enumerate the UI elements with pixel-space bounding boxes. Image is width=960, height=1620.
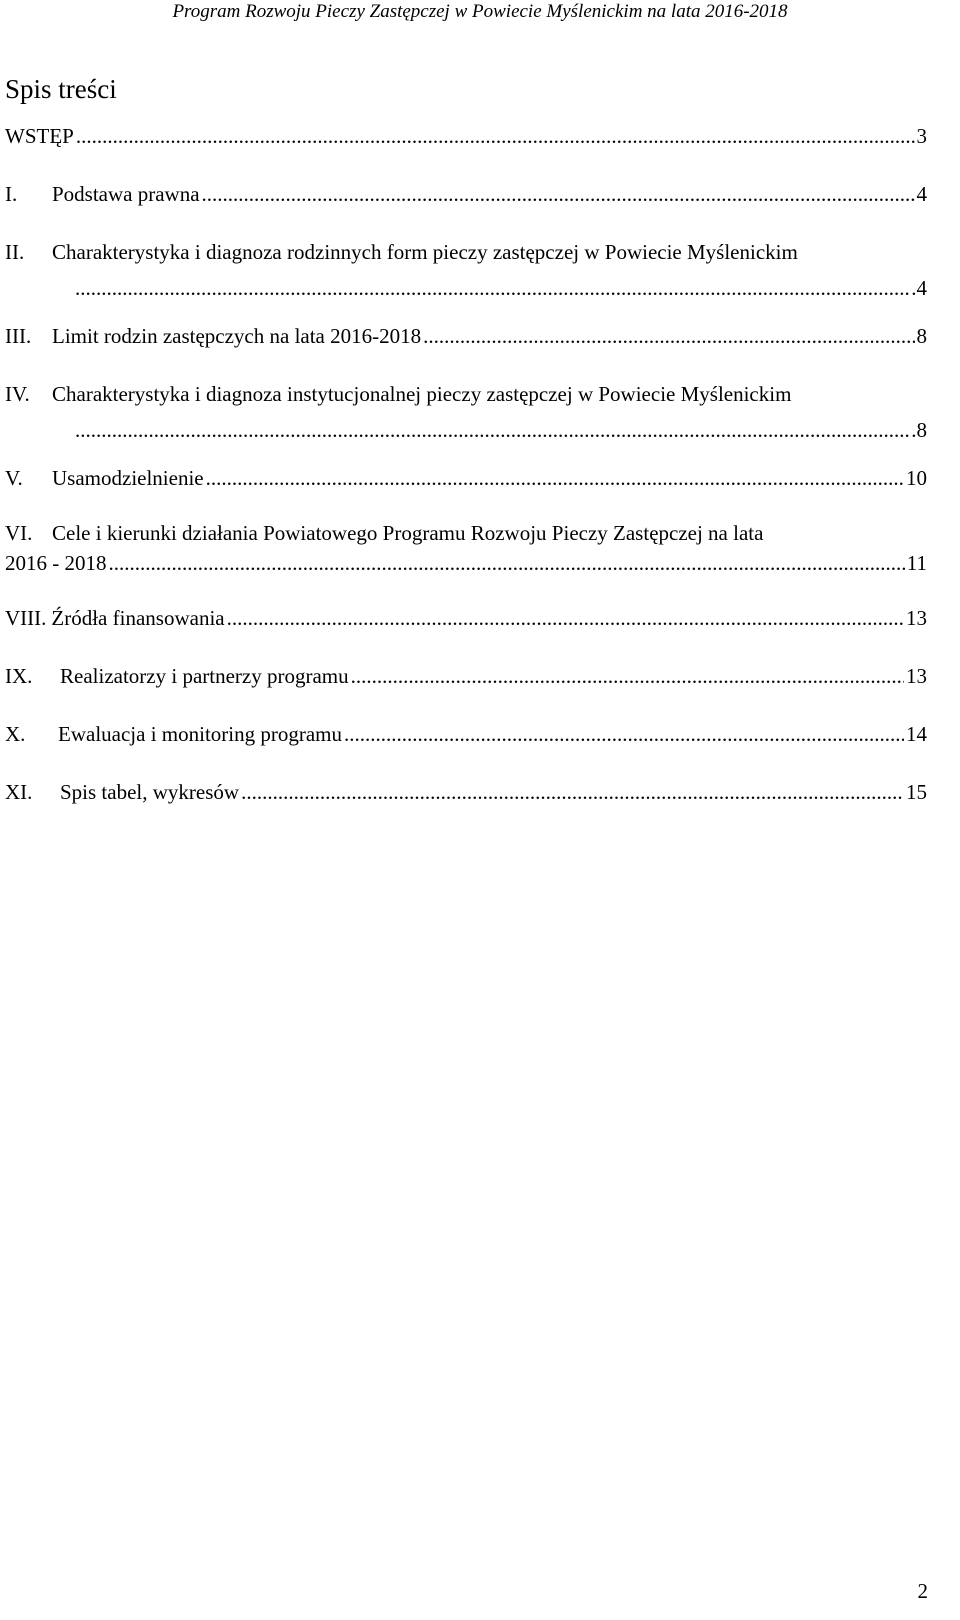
toc-entry-page: 13	[906, 606, 927, 630]
toc-entry-text: Limit rodzin zastępczych na lata 2016-2018	[52, 324, 422, 348]
toc-entry-text: Usamodzielnienie	[52, 466, 204, 490]
toc-entry-text: Realizatorzy i partnerzy programu	[60, 664, 349, 688]
toc-entry-text: WSTĘP	[5, 124, 74, 148]
toc-entry-wstep[interactable]	[5, 118, 927, 154]
toc-entry-page: 3	[916, 124, 927, 148]
toc-title: Spis treści	[5, 74, 117, 104]
toc-entry-text: Cele i kierunki działania Powiatowego Programu Rozwoju Pieczy Zastępczej na lata	[52, 521, 764, 545]
toc-entry-number: II.	[5, 240, 25, 264]
toc-entry-vi[interactable]	[5, 518, 927, 578]
toc-entry-xi[interactable]	[5, 774, 927, 810]
toc-entry-number: VIII.	[5, 606, 47, 630]
toc-entry-number: III.	[5, 324, 32, 348]
toc-entry-page: 11	[906, 551, 927, 575]
toc-leader-dots	[75, 412, 909, 448]
page-number: 2	[917, 1579, 928, 1603]
toc-entry-number: V.	[5, 466, 23, 490]
toc-entry-page: 8	[916, 324, 927, 348]
toc-leader-dots	[227, 600, 904, 636]
toc-leader-dots	[206, 460, 904, 496]
toc-entry-continuation: 2016 - 2018	[5, 551, 107, 575]
toc-entry-text: Spis tabel, wykresów	[60, 780, 240, 804]
toc-entry-number: IX.	[5, 664, 33, 688]
toc-entry-ii[interactable]	[5, 234, 927, 306]
toc-entry-page: 4	[916, 182, 927, 206]
toc-entry-page: 14	[906, 722, 927, 746]
toc-entry-number: X.	[5, 722, 26, 746]
toc-entry-page: .8	[911, 418, 927, 442]
toc-leader-dots	[241, 774, 904, 810]
toc-entry-page: 15	[906, 780, 927, 804]
toc-entry-text: Charakterystyka i diagnoza instytucjonalnej pieczy zastępczej w Powiecie Myślenickim	[52, 382, 792, 406]
toc-leader-dots	[109, 548, 905, 578]
toc-entry-i[interactable]	[5, 176, 927, 212]
toc-entry-v[interactable]	[5, 460, 927, 496]
toc-entry-ix[interactable]	[5, 658, 927, 694]
toc-leader-dots	[344, 716, 904, 752]
toc-entry-viii[interactable]	[5, 600, 927, 636]
toc-entry-iii[interactable]	[5, 318, 927, 354]
toc-entry-page: 10	[906, 466, 927, 490]
toc-entry-text: Charakterystyka i diagnoza rodzinnych form pieczy zastępczej w Powiecie Myślenickim	[52, 240, 798, 264]
toc-entry-text: Ewaluacja i monitoring programu	[58, 722, 343, 746]
table-of-contents	[5, 118, 927, 810]
toc-entry-page: 13	[906, 664, 927, 688]
toc-entry-text: Źródła finansowania	[51, 606, 225, 630]
toc-leader-dots	[75, 270, 909, 306]
toc-entry-text: Podstawa prawna	[52, 182, 200, 206]
toc-entry-number: I.	[5, 182, 18, 206]
toc-leader-dots	[202, 176, 915, 212]
toc-entry-number: XI.	[5, 780, 33, 804]
toc-entry-iv[interactable]	[5, 376, 927, 448]
toc-entry-page: .4	[911, 276, 927, 300]
toc-leader-dots	[351, 658, 904, 694]
toc-entry-x[interactable]	[5, 716, 927, 752]
toc-entry-number: IV.	[5, 382, 30, 406]
toc-leader-dots	[423, 318, 914, 354]
toc-leader-dots	[76, 118, 915, 154]
running-header: Program Rozwoju Pieczy Zastępczej w Powiecie Myślenickim na lata 2016-2018	[172, 1, 788, 22]
toc-entry-number: VI.	[5, 521, 33, 545]
